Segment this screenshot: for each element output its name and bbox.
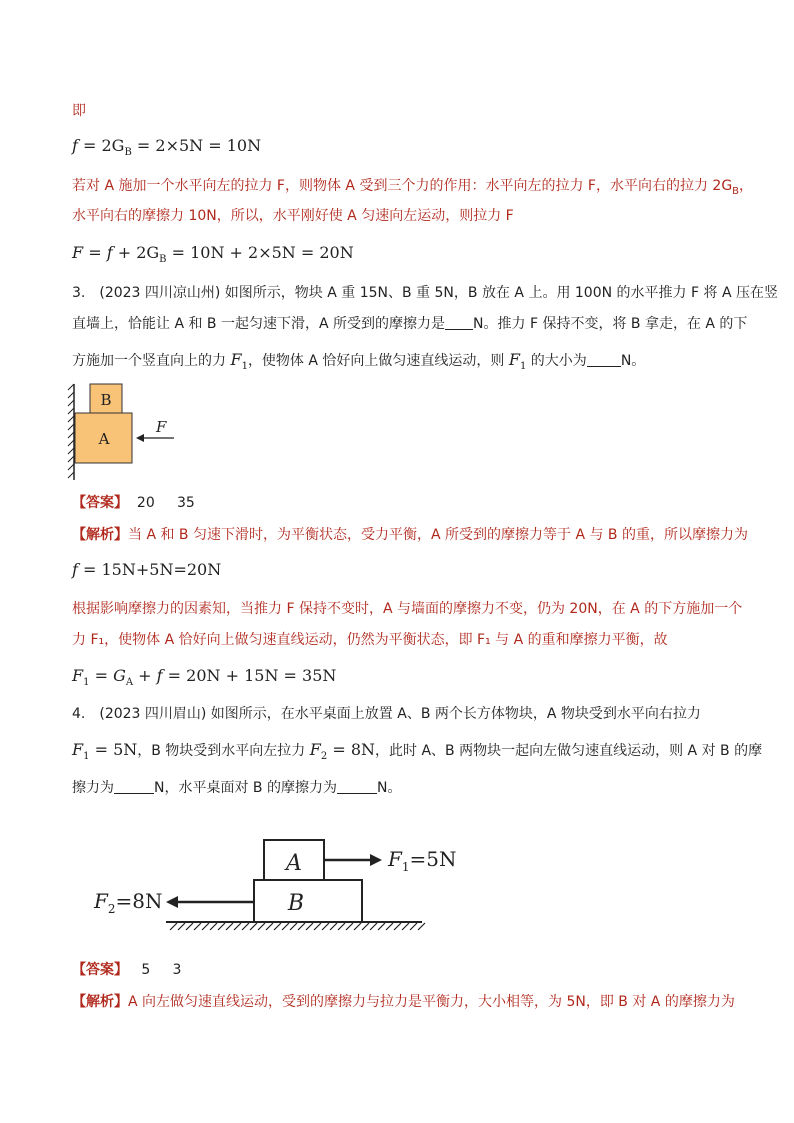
q4-stem-line1: 4. (2023 四川眉山) 如图所示，在水平桌面上放置 A、B 两个长方体物块，A 物块受到水平向右拉力 xyxy=(72,706,701,722)
hatch-mark xyxy=(194,923,201,930)
hatch-mark xyxy=(234,923,241,930)
hatch-mark xyxy=(210,923,217,930)
hatch-mark xyxy=(226,923,233,930)
equation-friction-2gb xyxy=(72,136,261,159)
hatch-mark xyxy=(266,923,273,930)
hatch-mark xyxy=(330,923,337,930)
hatch-mark xyxy=(378,923,385,930)
hatch-mark xyxy=(306,923,313,930)
q3-analysis-line1: 【解析】当 A 和 B 匀速下滑时，为平衡状态，受力平衡，A 所受到的摩擦力等于 A 与 B 的重，所以摩擦力为 xyxy=(72,527,748,543)
force-arrowhead xyxy=(136,434,144,442)
hatch-mark xyxy=(218,923,225,930)
f1-label: $F_1=5N$ xyxy=(388,847,457,874)
q3-analysis-line2: 根据影响摩擦力的因素知，当推力 F 保持不变时，A 与墙面的摩擦力不变，仍为 20N，在 A 的下方施加一个 xyxy=(72,601,743,617)
hatch-mark xyxy=(362,923,369,930)
hatch-mark xyxy=(402,923,409,930)
table-hatch xyxy=(170,923,425,930)
answer-blank xyxy=(114,779,154,794)
block-a-label: A xyxy=(286,851,302,876)
hatch-mark xyxy=(202,923,209,930)
q3-answer: 【答案】 20 35 xyxy=(72,495,195,511)
hatch-mark xyxy=(410,923,417,930)
q3-analysis-line3: 力 F₁，使物体 A 恰好向上做匀速直线运动，仍然为平衡状态，即 F₁ 与 A 的重和摩擦力平衡，故 xyxy=(72,632,668,648)
eq-sub: B xyxy=(124,147,132,158)
q3-eq-friction: f = 15N+5N=20N xyxy=(72,560,222,579)
equation-pull-force: $F = f + 2G_B = 10N + 2\times 5N = 20N$ xyxy=(72,243,354,265)
hatch-mark xyxy=(346,923,353,930)
f2-label: $F_2=8N$ xyxy=(94,889,163,916)
eq-var-f: f xyxy=(72,136,78,155)
hatch-mark xyxy=(298,923,305,930)
hatch-mark xyxy=(242,923,249,930)
q3-stem-line2: 直墙上，恰能让 A 和 B 一起匀速下滑，A 所受到的摩擦力是 N。推力 F 保持不变，将 B 拿走，在 A 的下 xyxy=(72,316,748,332)
q4-answer: 【答案】 5 3 xyxy=(72,962,182,978)
hatch-mark xyxy=(370,923,377,930)
block-b xyxy=(254,880,362,922)
hatch-mark xyxy=(178,923,185,930)
answer-blank xyxy=(445,315,473,330)
hatch-mark xyxy=(258,923,265,930)
text-ji: 即 xyxy=(72,103,86,119)
q3-wall-blocks-figure xyxy=(66,382,186,482)
q3-stem-line1: 3. (2023 四川凉山州) 如图所示，物块 A 重 15N、B 重 5N，B 放在 A 上。用 100N 的水平推力 F 将 A 压在竖 xyxy=(72,285,778,301)
eq-rest: = 2×5N = 10N xyxy=(131,136,262,155)
q4-stem-line2: $F_1 = 5N$，B 物块受到水平向左拉力 $F_2 = 8N$，此时 A、B 两物块一起向左做匀速直线运动，则 A 对 B 的摩 xyxy=(72,740,763,762)
q3-eq-f1: $F_1 = G_A + f = 20N + 15N = 35N$ xyxy=(72,666,337,688)
f1-arrowhead xyxy=(370,854,382,866)
f2-arrowhead xyxy=(166,896,178,908)
hatch-mark xyxy=(354,923,361,930)
hatch-mark xyxy=(250,923,257,930)
paragraph-force-analysis-line2: 水平向右的摩擦力 10N，所以，水平刚好使 A 匀速向左运动，则拉力 F xyxy=(72,208,514,224)
hatch-mark xyxy=(282,923,289,930)
paragraph-force-analysis-line1: 若对 A 施加一个水平向左的拉力 F，则物体 A 受到三个力的作用：水平向左的拉力 F，水平向右的拉力 $2G_B$， xyxy=(72,178,754,197)
force-label: F xyxy=(156,418,167,436)
hatch-mark xyxy=(394,923,401,930)
hatch-mark xyxy=(386,923,393,930)
q4-stacked-blocks-figure xyxy=(90,832,470,937)
hatch-mark xyxy=(418,923,425,930)
q4-stem-line3: 擦力为 N，水平桌面对 B 的摩擦力为 N。 xyxy=(72,780,402,796)
hatch-mark xyxy=(170,923,177,930)
hatch-mark xyxy=(338,923,345,930)
hatch-mark xyxy=(322,923,329,930)
block-b-label: B xyxy=(287,891,305,916)
block-b-label: B xyxy=(100,391,112,409)
answer-blank xyxy=(587,352,621,367)
q4-analysis-line1: 【解析】A 向左做匀速直线运动，受到的摩擦力与拉力是平衡力，大小相等，为 5N，即 B 对 A 的摩擦力为 xyxy=(72,994,735,1010)
answer-blank xyxy=(337,779,377,794)
q3-stem-line3: 方施加一个竖直向上的力 $F_1$，使物体 A 恰好向上做匀速直线运动，则 $F_1$ 的大小为 N。 xyxy=(72,350,646,372)
eq-mid: = 2G xyxy=(77,136,125,155)
hatch-mark xyxy=(290,923,297,930)
wall-hatch xyxy=(68,384,74,478)
hatch-mark xyxy=(186,923,193,930)
hatch-mark xyxy=(314,923,321,930)
hatch-mark xyxy=(274,923,281,930)
block-a-label: A xyxy=(98,430,110,448)
